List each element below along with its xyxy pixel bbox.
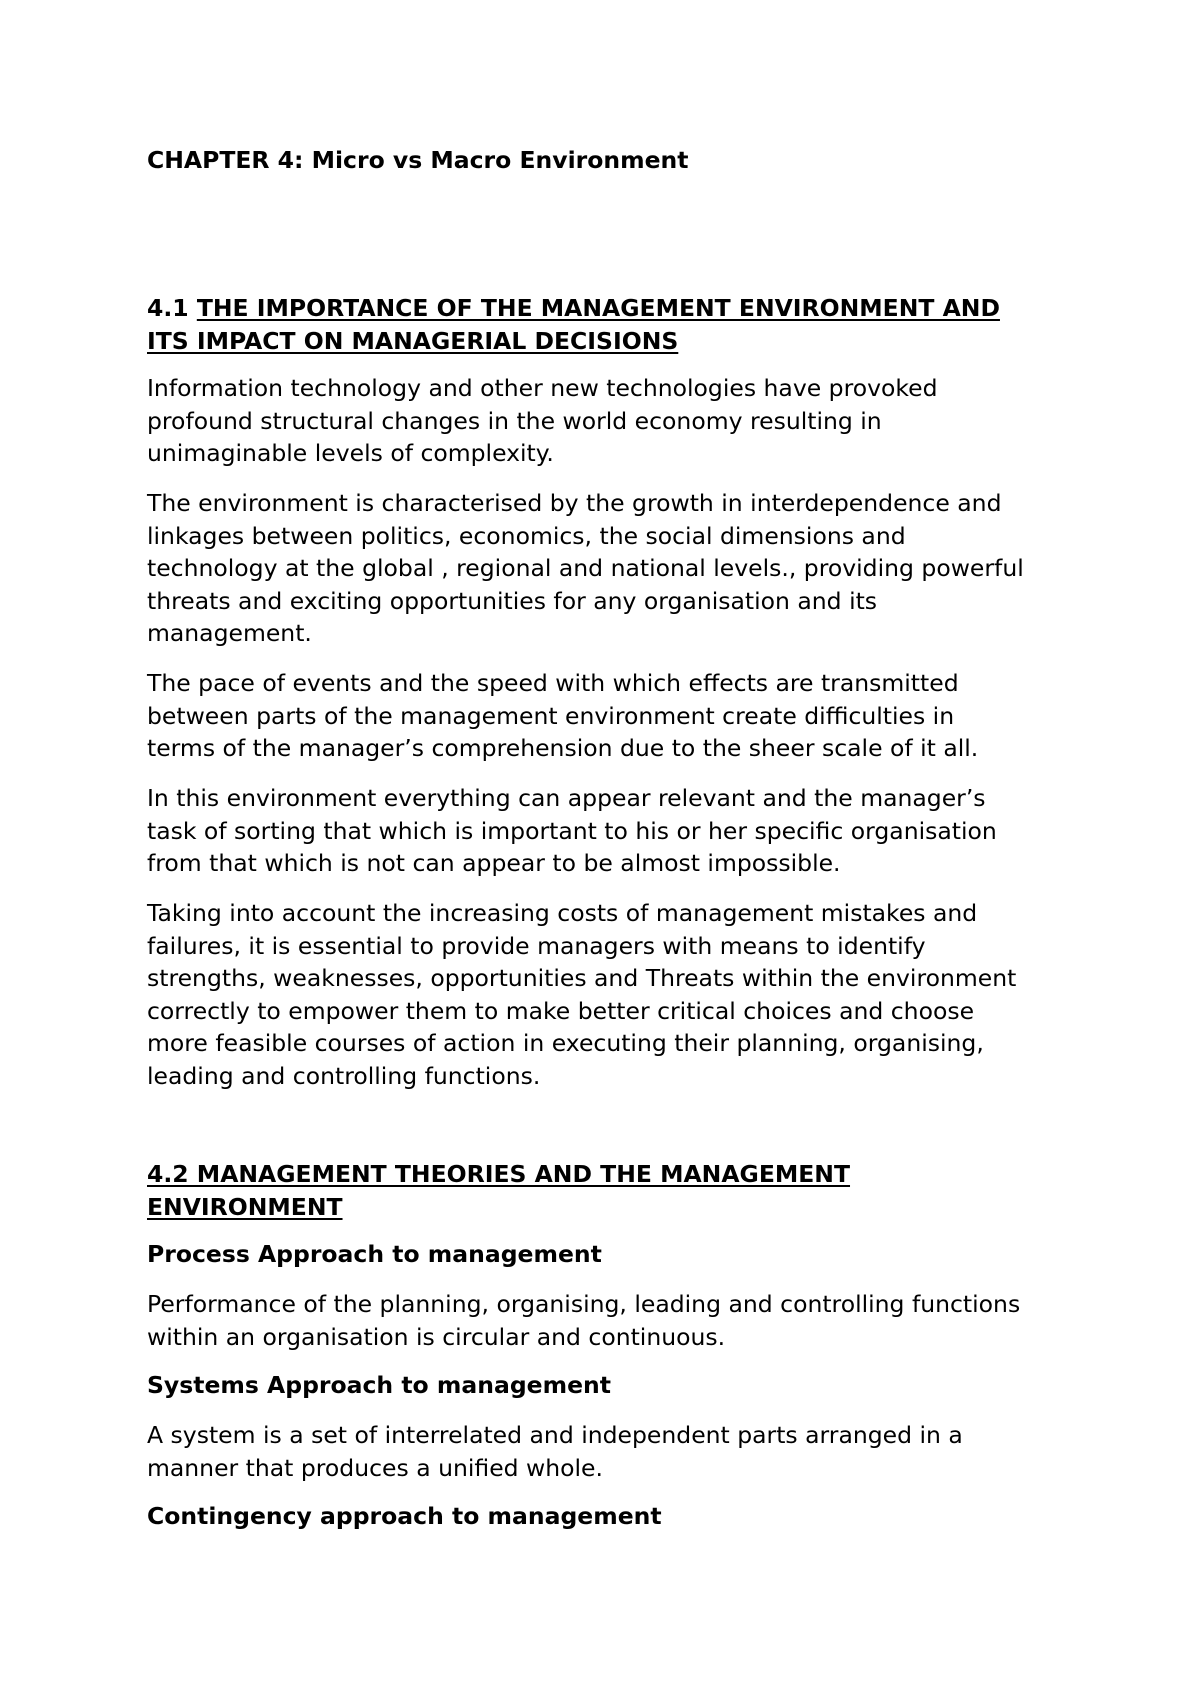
section-4-1-title-part-2: ITS IMPACT ON MANAGERIAL DECISIONS [147,326,679,355]
paragraph-3 [147,667,978,765]
paragraph-line: leading and controlling functions. [147,1061,541,1090]
paragraph-line: terms of the manager’s comprehension due to the sheer scale of it all. [147,734,979,762]
paragraph-line: unimaginable levels of complexity. [147,439,554,467]
section-4-2-heading-line-1 [147,1158,850,1191]
subsection-text-process-approach [147,1288,1020,1353]
subsection-title-process-approach: Process Approach to management [147,1240,602,1268]
section-4-2-title-part-1: 4.2 MANAGEMENT THEORIES AND THE MANAGEMENT [147,1160,851,1188]
paragraph-line: failures, it is essential to provide managers with means to identify [147,931,926,960]
section-4-1-number: 4.1 [147,294,197,322]
paragraph-line: task of sorting that which is important to his or her specific organisation [147,816,997,845]
paragraph-line: The environment is characterised by the growth in interdependence and [147,489,1002,517]
section-4-2-title-part-2: ENVIRONMENT [147,1192,343,1221]
paragraph-line: Taking into account the increasing costs of management mistakes and [147,899,978,927]
paragraph-line: management. [147,619,312,647]
section-4-1-heading-line-2 [147,325,1000,358]
section-4-1-heading [147,292,1000,357]
paragraph-line: manner that produces a unified whole. [147,1453,603,1482]
paragraph-line: linkages between politics, economics, the social dimensions and [147,521,906,550]
subsection-title-contingency-approach: Contingency approach to management [147,1502,662,1530]
paragraph-line: technology at the global , regional and national levels., providing powerful [147,554,1024,582]
paragraph-line: In this environment everything can appear relevant and the manager’s [147,784,986,812]
paragraph-line: profound structural changes in the world economy resulting in [147,406,882,435]
section-4-2-heading [147,1158,850,1223]
paragraph-line: between parts of the management environment create difficulties in [147,701,955,730]
section-4-2-heading-line-2 [147,1191,850,1224]
chapter-title: CHAPTER 4: Micro vs Macro Environment [147,146,689,174]
paragraph-5 [147,897,1016,1092]
paragraph-line: correctly to empower them to make better critical choices and choose [147,996,975,1025]
paragraph-line: A system is a set of interrelated and independent parts arranged in a [147,1421,963,1449]
paragraph-line: from that which is not can appear to be almost impossible. [147,849,841,877]
paragraph-line: Performance of the planning, organising, leading and controlling functions [147,1290,1021,1318]
paragraph-line: threats and exciting opportunities for any organisation and its [147,586,878,615]
section-4-1-heading-line-1 [147,292,1000,325]
paragraph-line: strengths, weaknesses, opportunities and Threats within the environment [147,964,1017,992]
paragraph-line: more feasible courses of action in executing their planning, organising, [147,1029,984,1057]
paragraph-2 [147,487,1024,650]
subsection-title-systems-approach: Systems Approach to management [147,1371,611,1399]
paragraph-line: within an organisation is circular and continuous. [147,1322,726,1351]
paragraph-4 [147,782,997,880]
paragraph-line: The pace of events and the speed with which effects are transmitted [147,669,959,697]
paragraph-line: Information technology and other new technologies have provoked [147,374,938,402]
subsection-text-systems-approach [147,1419,963,1484]
paragraph-1 [147,372,938,470]
section-4-1-title-part-1: THE IMPORTANCE OF THE MANAGEMENT ENVIRONMENT AND [196,294,1000,322]
